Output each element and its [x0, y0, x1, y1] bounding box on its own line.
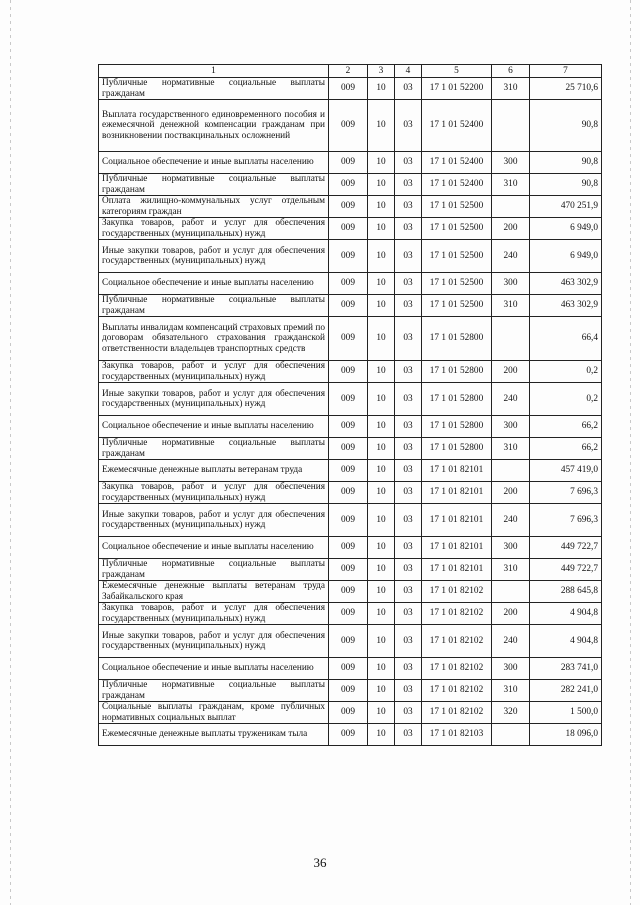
header-col-amount: 7	[530, 65, 602, 78]
cell-ministry-code: 009	[329, 460, 368, 482]
cell-amount: 66,4	[530, 317, 602, 361]
table-row	[99, 152, 602, 174]
cell-amount: 4 904,8	[530, 603, 602, 625]
cell-ministry-code: 009	[329, 559, 368, 581]
table-row	[99, 240, 602, 273]
cell-expense-type: 200	[492, 218, 530, 240]
cell-ministry-code: 009	[329, 78, 368, 100]
cell-expense-type: 310	[492, 438, 530, 460]
cell-amount: 463 302,9	[530, 295, 602, 317]
table-row	[99, 460, 602, 482]
cell-amount: 449 722,7	[530, 559, 602, 581]
cell-ministry-code: 009	[329, 537, 368, 559]
cell-expense-type: 240	[492, 625, 530, 658]
cell-section: 10	[368, 559, 395, 581]
cell-target-article: 17 1 01 52400	[422, 100, 492, 152]
cell-section: 10	[368, 658, 395, 680]
cell-name: Иные закупки товаров, работ и услуг для обеспечения государственных (муниципальных) нужд	[99, 383, 329, 416]
cell-amount: 66,2	[530, 438, 602, 460]
cell-target-article: 17 1 01 52800	[422, 438, 492, 460]
cell-subsection: 03	[395, 658, 422, 680]
cell-expense-type: 200	[492, 361, 530, 383]
table-row	[99, 482, 602, 504]
cell-expense-type: 300	[492, 537, 530, 559]
cell-expense-type: 310	[492, 295, 530, 317]
cell-ministry-code: 009	[329, 482, 368, 504]
cell-amount: 6 949,0	[530, 218, 602, 240]
cell-section: 10	[368, 317, 395, 361]
cell-amount: 288 645,8	[530, 581, 602, 603]
cell-amount: 0,2	[530, 383, 602, 416]
cell-amount: 7 696,3	[530, 504, 602, 537]
cell-target-article: 17 1 01 82103	[422, 724, 492, 746]
cell-expense-type: 310	[492, 680, 530, 702]
cell-name: Ежемесячные денежные выплаты ветеранам труда	[99, 460, 329, 482]
cell-expense-type: 300	[492, 273, 530, 295]
cell-expense-type	[492, 460, 530, 482]
cell-expense-type	[492, 317, 530, 361]
header-col-ministry: 2	[329, 65, 368, 78]
cell-name: Закупка товаров, работ и услуг для обеспечения государственных (муниципальных) нужд	[99, 218, 329, 240]
table-row	[99, 702, 602, 724]
table-row	[99, 438, 602, 460]
cell-name: Выплата государственного единовременного пособия и ежемесячной денежной компенсации гражданам при возникновении поствакцинальных осложнений	[99, 100, 329, 152]
cell-subsection: 03	[395, 438, 422, 460]
header-col-section: 3	[368, 65, 395, 78]
table-row	[99, 724, 602, 746]
cell-subsection: 03	[395, 152, 422, 174]
cell-section: 10	[368, 537, 395, 559]
cell-section: 10	[368, 416, 395, 438]
cell-ministry-code: 009	[329, 174, 368, 196]
cell-target-article: 17 1 01 82102	[422, 658, 492, 680]
cell-name: Публичные нормативные социальные выплаты гражданам	[99, 174, 329, 196]
cell-subsection: 03	[395, 78, 422, 100]
cell-amount: 7 696,3	[530, 482, 602, 504]
cell-section: 10	[368, 295, 395, 317]
cell-name: Ежемесячные денежные выплаты труженикам тыла	[99, 724, 329, 746]
cell-amount: 90,8	[530, 152, 602, 174]
cell-section: 10	[368, 603, 395, 625]
header-col-target-article: 5	[422, 65, 492, 78]
cell-expense-type: 200	[492, 603, 530, 625]
table-row	[99, 416, 602, 438]
cell-target-article: 17 1 01 52400	[422, 152, 492, 174]
cell-ministry-code: 009	[329, 581, 368, 603]
header-col-name: 1	[99, 65, 329, 78]
cell-ministry-code: 009	[329, 100, 368, 152]
cell-subsection: 03	[395, 383, 422, 416]
cell-target-article: 17 1 01 82102	[422, 680, 492, 702]
cell-subsection: 03	[395, 174, 422, 196]
table-row	[99, 78, 602, 100]
cell-amount: 4 904,8	[530, 625, 602, 658]
cell-ministry-code: 009	[329, 702, 368, 724]
cell-subsection: 03	[395, 317, 422, 361]
cell-subsection: 03	[395, 559, 422, 581]
cell-subsection: 03	[395, 603, 422, 625]
table-row	[99, 625, 602, 658]
cell-amount: 470 251,9	[530, 196, 602, 218]
cell-subsection: 03	[395, 295, 422, 317]
cell-target-article: 17 1 01 82102	[422, 581, 492, 603]
cell-amount: 282 241,0	[530, 680, 602, 702]
cell-expense-type: 300	[492, 416, 530, 438]
cell-section: 10	[368, 504, 395, 537]
cell-amount: 6 949,0	[530, 240, 602, 273]
cell-subsection: 03	[395, 724, 422, 746]
scan-edge-right	[630, 0, 631, 905]
cell-name: Публичные нормативные социальные выплаты гражданам	[99, 559, 329, 581]
table-row	[99, 504, 602, 537]
cell-subsection: 03	[395, 702, 422, 724]
table-row	[99, 273, 602, 295]
table-row	[99, 603, 602, 625]
cell-ministry-code: 009	[329, 317, 368, 361]
cell-section: 10	[368, 78, 395, 100]
cell-subsection: 03	[395, 680, 422, 702]
cell-section: 10	[368, 383, 395, 416]
header-col-subsection: 4	[395, 65, 422, 78]
cell-name: Социальное обеспечение и иные выплаты населению	[99, 658, 329, 680]
cell-expense-type	[492, 581, 530, 603]
cell-section: 10	[368, 273, 395, 295]
scan-edge-left	[10, 0, 11, 905]
cell-section: 10	[368, 625, 395, 658]
cell-ministry-code: 009	[329, 218, 368, 240]
table-row	[99, 361, 602, 383]
cell-target-article: 17 1 01 82102	[422, 625, 492, 658]
cell-target-article: 17 1 01 52500	[422, 196, 492, 218]
cell-subsection: 03	[395, 504, 422, 537]
cell-name: Выплаты инвалидам компенсаций страховых премий по договорам обязательного страхования гражданской ответственности владельцев транспортных средств	[99, 317, 329, 361]
cell-section: 10	[368, 702, 395, 724]
cell-target-article: 17 1 01 52500	[422, 218, 492, 240]
cell-expense-type: 300	[492, 658, 530, 680]
cell-subsection: 03	[395, 361, 422, 383]
cell-target-article: 17 1 01 52800	[422, 361, 492, 383]
cell-target-article: 17 1 01 82101	[422, 559, 492, 581]
cell-name: Публичные нормативные социальные выплаты гражданам	[99, 78, 329, 100]
cell-section: 10	[368, 174, 395, 196]
cell-name: Закупка товаров, работ и услуг для обеспечения государственных (муниципальных) нужд	[99, 603, 329, 625]
cell-expense-type: 310	[492, 78, 530, 100]
cell-expense-type: 200	[492, 482, 530, 504]
cell-expense-type: 240	[492, 504, 530, 537]
cell-amount: 90,8	[530, 174, 602, 196]
cell-subsection: 03	[395, 581, 422, 603]
cell-name: Социальные выплаты гражданам, кроме публичных нормативных социальных выплат	[99, 702, 329, 724]
cell-section: 10	[368, 680, 395, 702]
cell-section: 10	[368, 581, 395, 603]
cell-amount: 66,2	[530, 416, 602, 438]
cell-name: Иные закупки товаров, работ и услуг для обеспечения государственных (муниципальных) нужд	[99, 504, 329, 537]
cell-subsection: 03	[395, 240, 422, 273]
table-row	[99, 383, 602, 416]
cell-section: 10	[368, 361, 395, 383]
cell-ministry-code: 009	[329, 361, 368, 383]
cell-ministry-code: 009	[329, 680, 368, 702]
cell-name: Закупка товаров, работ и услуг для обеспечения государственных (муниципальных) нужд	[99, 361, 329, 383]
table-row	[99, 680, 602, 702]
cell-section: 10	[368, 460, 395, 482]
cell-target-article: 17 1 01 52800	[422, 416, 492, 438]
cell-ministry-code: 009	[329, 658, 368, 680]
cell-name: Оплата жилищно-коммунальных услуг отдельным категориям граждан	[99, 196, 329, 218]
cell-amount: 25 710,6	[530, 78, 602, 100]
cell-target-article: 17 1 01 52400	[422, 174, 492, 196]
table-row	[99, 100, 602, 152]
cell-target-article: 17 1 01 52500	[422, 240, 492, 273]
cell-ministry-code: 009	[329, 152, 368, 174]
table-body	[99, 78, 602, 746]
budget-table	[98, 64, 602, 746]
cell-target-article: 17 1 01 82101	[422, 537, 492, 559]
cell-name: Социальное обеспечение и иные выплаты населению	[99, 416, 329, 438]
cell-amount: 18 096,0	[530, 724, 602, 746]
cell-target-article: 17 1 01 52500	[422, 273, 492, 295]
cell-subsection: 03	[395, 460, 422, 482]
cell-expense-type: 240	[492, 240, 530, 273]
cell-name: Иные закупки товаров, работ и услуг для обеспечения государственных (муниципальных) нужд	[99, 240, 329, 273]
table-row	[99, 295, 602, 317]
cell-expense-type	[492, 196, 530, 218]
cell-amount: 463 302,9	[530, 273, 602, 295]
cell-ministry-code: 009	[329, 603, 368, 625]
cell-subsection: 03	[395, 416, 422, 438]
cell-target-article: 17 1 01 52800	[422, 317, 492, 361]
cell-section: 10	[368, 724, 395, 746]
cell-target-article: 17 1 01 82101	[422, 482, 492, 504]
cell-ministry-code: 009	[329, 416, 368, 438]
cell-expense-type: 240	[492, 383, 530, 416]
cell-name: Публичные нормативные социальные выплаты гражданам	[99, 438, 329, 460]
table-row	[99, 658, 602, 680]
cell-target-article: 17 1 01 82102	[422, 702, 492, 724]
cell-section: 10	[368, 196, 395, 218]
cell-name: Социальное обеспечение и иные выплаты населению	[99, 152, 329, 174]
table-row	[99, 581, 602, 603]
cell-ministry-code: 009	[329, 273, 368, 295]
cell-subsection: 03	[395, 625, 422, 658]
cell-ministry-code: 009	[329, 240, 368, 273]
cell-section: 10	[368, 152, 395, 174]
cell-expense-type: 320	[492, 702, 530, 724]
table-row	[99, 196, 602, 218]
cell-expense-type: 310	[492, 559, 530, 581]
table-row	[99, 317, 602, 361]
cell-name: Иные закупки товаров, работ и услуг для обеспечения государственных (муниципальных) нужд	[99, 625, 329, 658]
cell-amount: 449 722,7	[530, 537, 602, 559]
cell-ministry-code: 009	[329, 438, 368, 460]
cell-section: 10	[368, 240, 395, 273]
table-row	[99, 218, 602, 240]
cell-amount: 90,8	[530, 100, 602, 152]
cell-section: 10	[368, 218, 395, 240]
cell-ministry-code: 009	[329, 724, 368, 746]
cell-amount: 1 500,0	[530, 702, 602, 724]
cell-target-article: 17 1 01 82101	[422, 460, 492, 482]
cell-target-article: 17 1 01 52200	[422, 78, 492, 100]
cell-subsection: 03	[395, 482, 422, 504]
cell-section: 10	[368, 482, 395, 504]
cell-section: 10	[368, 438, 395, 460]
cell-name: Социальное обеспечение и иные выплаты населению	[99, 537, 329, 559]
page-number: 36	[313, 855, 327, 870]
cell-section: 10	[368, 100, 395, 152]
cell-subsection: 03	[395, 100, 422, 152]
cell-name: Закупка товаров, работ и услуг для обеспечения государственных (муниципальных) нужд	[99, 482, 329, 504]
cell-ministry-code: 009	[329, 383, 368, 416]
cell-target-article: 17 1 01 52500	[422, 295, 492, 317]
cell-subsection: 03	[395, 218, 422, 240]
cell-ministry-code: 009	[329, 625, 368, 658]
header-col-expense-type: 6	[492, 65, 530, 78]
cell-name: Публичные нормативные социальные выплаты гражданам	[99, 295, 329, 317]
table-header-row	[99, 65, 602, 78]
cell-name: Социальное обеспечение и иные выплаты населению	[99, 273, 329, 295]
cell-ministry-code: 009	[329, 196, 368, 218]
cell-ministry-code: 009	[329, 504, 368, 537]
cell-target-article: 17 1 01 52800	[422, 383, 492, 416]
cell-ministry-code: 009	[329, 295, 368, 317]
table-row	[99, 537, 602, 559]
cell-amount: 457 419,0	[530, 460, 602, 482]
cell-expense-type	[492, 100, 530, 152]
table-row	[99, 559, 602, 581]
cell-expense-type	[492, 724, 530, 746]
cell-amount: 0,2	[530, 361, 602, 383]
cell-name: Публичные нормативные социальные выплаты гражданам	[99, 680, 329, 702]
table-row	[99, 174, 602, 196]
cell-expense-type: 310	[492, 174, 530, 196]
cell-expense-type: 300	[492, 152, 530, 174]
cell-subsection: 03	[395, 196, 422, 218]
cell-target-article: 17 1 01 82102	[422, 603, 492, 625]
cell-subsection: 03	[395, 537, 422, 559]
cell-subsection: 03	[395, 273, 422, 295]
cell-amount: 283 741,0	[530, 658, 602, 680]
cell-name: Ежемесячные денежные выплаты ветеранам труда Забайкальского края	[99, 581, 329, 603]
cell-target-article: 17 1 01 82101	[422, 504, 492, 537]
